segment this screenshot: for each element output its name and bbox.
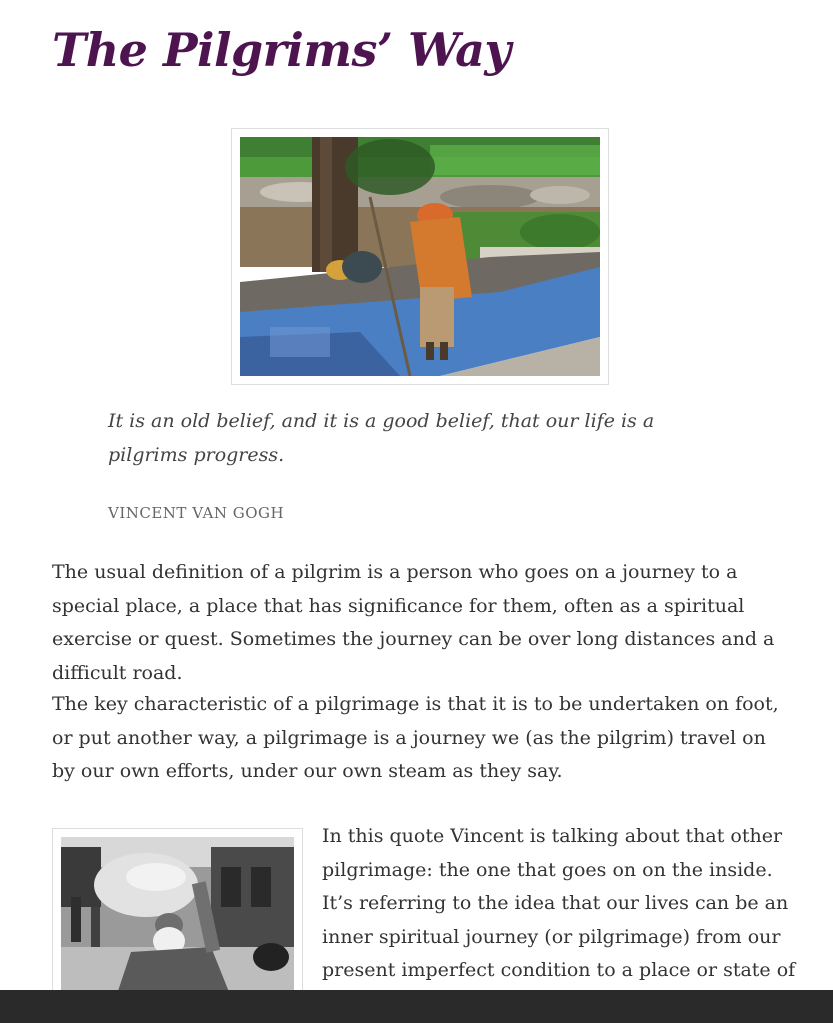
paragraph-1: The usual definition of a pilgrim is a person who goes on a journey to a special place, a place that has significance for them, often as a spiritual exercise or quest. Sometimes the journey can be over long distances and a difficult road.: [52, 561, 775, 684]
sadhu-photo: [61, 837, 294, 997]
bottom-bar: [0, 990, 833, 1023]
quote-author: VINCENT VAN GOGH: [108, 504, 285, 522]
paragraph-2: The key characteristic of a pilgrimage is that it is to be undertaken on foot, or put another way, a pilgrimage is a journey we (as the pilgrim) travel on by our own efforts, under our own steam as they say.: [52, 693, 779, 782]
pilgrim-photo-figure: [231, 128, 609, 385]
quote-text: It is an old belief, and it is a good belief, that our life is a pilgrims progress.: [108, 410, 655, 466]
paragraph-3: In this quote Vincent is talking about that other pilgrimage: the one that goes on on the inside. It’s referring to the idea that our lives can be an inner spiritual journey (or pilgrimage) from our present imperfect condition to a place or state of: [322, 825, 796, 981]
page-title: The Pilgrims’ Way: [52, 23, 511, 77]
sadhu-photo-figure: [52, 828, 303, 998]
pilgrim-photo: [240, 137, 600, 376]
